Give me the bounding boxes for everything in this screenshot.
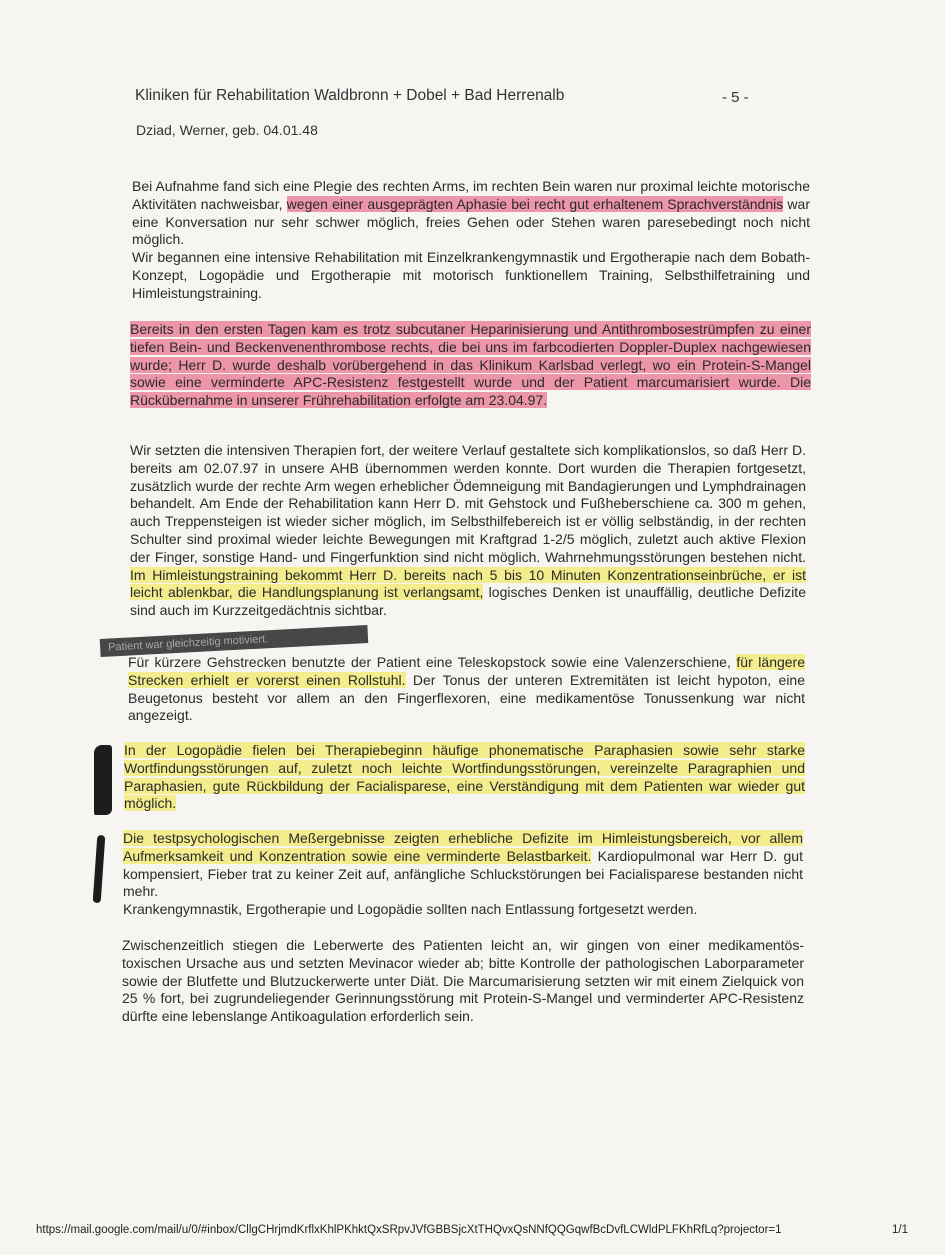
footer-url: https://mail.google.com/mail/u/0/#inbox/CllgCHrjmdKrflxKhlPKhktQxSRpvJVfGBBSjcXtTHQvxQsNNfQQGqwfBcDvfLCWldPLFKhRfLq?projector=1 <box>36 1224 782 1236</box>
paragraph-thrombosis <box>130 321 811 410</box>
highlight-wheelchair: für längere Strecken erhielt er vorerst einen Rollstuhl. <box>128 654 805 688</box>
paragraph-course <box>130 442 806 620</box>
page-number: - 5 - <box>722 89 749 106</box>
course-text: Wir setzten die intensiven Therapien fort, der weitere Verlauf gestaltete sich komplikationslos, so daß Herr D. bereits am 02.07.97 in unsere AHB übernommen werden konnte. Dort wurden die Therapien fortgesetzt, zusätzlich wurde der rechte Arm wegen erheblicher Ödemneigung mit Bandagierungen und Lymphdrainagen behandelt. Am Ende der Rehabilitation kann Herr D. mit Gehstock und Fußheberschiene ca. 300 m gehen, auch Treppensteigen ist wieder sicher möglich, im Selbsthilfebereich ist er völlig selbständig, in der rechten Schulter sind proximal wieder leichte Bewegungen mit Kraftgrad 1-2/5 möglich, zuletzt auch aktive Flexion der Finger, sonstige Hand- und Fingerfunktion sind nicht möglich. Wahrnehmungsstörungen bestehen nicht. <box>130 442 806 565</box>
footer-page-count: 1/1 <box>892 1224 908 1236</box>
paragraph-admission <box>132 178 810 303</box>
redacted-blot: Patient war gleichzeitig motiviert. <box>100 625 369 657</box>
highlight-brain-training: Im Himleistungstraining bekommt Herr D. bereits nach 5 bis 10 Minuten Konzentrationseinbrüche, er ist leicht ablenkbar, die Handlungsplanung ist verlangsamt, <box>130 566 806 601</box>
letterhead-title: Kliniken für Rehabilitation Waldbronn + Dobel + Bad Herrenalb <box>135 87 565 104</box>
paragraph-mobility <box>128 654 805 725</box>
paragraph-speech-therapy <box>124 742 805 813</box>
labs-text: Zwischenzeitlich stiegen die Leberwerte des Patienten leicht an, wir gingen von einer medikamentös-toxischen Ursache aus und setzten Mevinacor wieder ab; bitte Kontrolle der pathologischen Laborparameter sowie der Blutfette und Blutzuckerwerte unter Diät. Die Marcumarisierung setzten wir mit einem Zielquick von 25 % fort, bei zugrundeliegender Gerinnungsstörung mit Protein-S-Mangel und verminderter APC-Resistenz dürfte eine lebenslange Antikoagulation erforderlich sein. <box>122 937 804 1025</box>
margin-marker-mark <box>94 745 112 815</box>
highlight-aphasia: wegen einer ausgeprägten Aphasie bei recht gut erhaltenem Sprachverständnis <box>286 195 784 212</box>
followup-therapy-text: Krankengymnastik, Ergotherapie und Logopädie sollten nach Entlassung fortgesetzt werden. <box>123 901 698 918</box>
highlight-speech-therapy: In der Logopädie fielen bei Therapiebeginn häufige phonematische Paraphasien sowie sehr starke Wortfindungsstörungen auf, zuletzt noch leichte Wortfindungsstörungen, vereinzelte Paragraphien und Paraphasien, gute Rückbildung der Facialisparese, eine Verständigung mit dem Patienten war wieder gut möglich. <box>124 742 805 812</box>
paragraph-psychology <box>123 830 803 919</box>
highlight-psychology: Die testpsychologischen Meßergebnisse zeigten erhebliche Defizite im Himleistungsbereich, vor allem Aufmerksamkeit und Konzentration sowie eine verminderte Belastbarkeit. <box>123 830 803 864</box>
therapy-plan-text: Wir begannen eine intensive Rehabilitation mit Einzelkrankengymnastik und Ergotherapie nach dem Bobath-Konzept, Logopädie und Ergotherapie mit motorisch funktionellem Training, Selbsthilfetraining und Himleistungstraining. <box>132 249 810 301</box>
admission-text: Bei Aufnahme fand sich eine Plegie des rechten Arms, im rechten Bein waren nur proximal leichte motorische Aktivitäten nachweisbar, <box>132 178 810 212</box>
admission-text-cont: war eine Konversation nur sehr schwer möglich, freies Gehen oder Stehen waren paresebedingt noch nicht möglich. <box>132 195 810 248</box>
mobility-text-cont: Der Tonus der unteren Extremitäten ist leicht hypoton, eine Beugetonus besteht vor allem an den Fingerflexoren, eine medikamentöse Tonussenkung war nicht angezeigt. <box>128 671 805 724</box>
paragraph-labs <box>122 937 804 1026</box>
highlight-thrombosis: Bereits in den ersten Tagen kam es trotz subcutaner Heparinisierung und Antithrombosestrümpfen zu einer tiefen Bein- und Beckenvenenthrombose rechts, die bei uns im farbcodierten Doppler-Duplex nachgewiesen wurde; Herr D. wurde deshalb vorübergehend in das Klinikum Karlsbad verlegt, wo ein Protein-S-Mangel sowie eine verminderte APC-Resistenz festgestellt wurde und der Patient marcumarisiert wurde. Die Rückübernahme in unserer Frührehabilitation erfolgte am 23.04.97. <box>130 321 811 409</box>
margin-bracket-mark <box>93 835 106 903</box>
mobility-text: Für kürzere Gehstrecken benutzte der Patient eine Teleskopstock sowie eine Valenzerschiene, <box>128 654 737 670</box>
course-text-cont: logisches Denken ist unauffällig, deutliche Defizite sind auch im Kurzzeitgedächtnis sichtbar. <box>130 584 806 619</box>
patient-line: Dziad, Werner, geb. 04.01.48 <box>136 122 318 138</box>
cardiopulmonal-text: Kardiopulmonal war Herr D. gut kompensiert, Fieber trat zu keiner Zeit auf, anfängliche Schluckstörungen bei Facialisparese bestanden nicht mehr. <box>123 847 803 900</box>
